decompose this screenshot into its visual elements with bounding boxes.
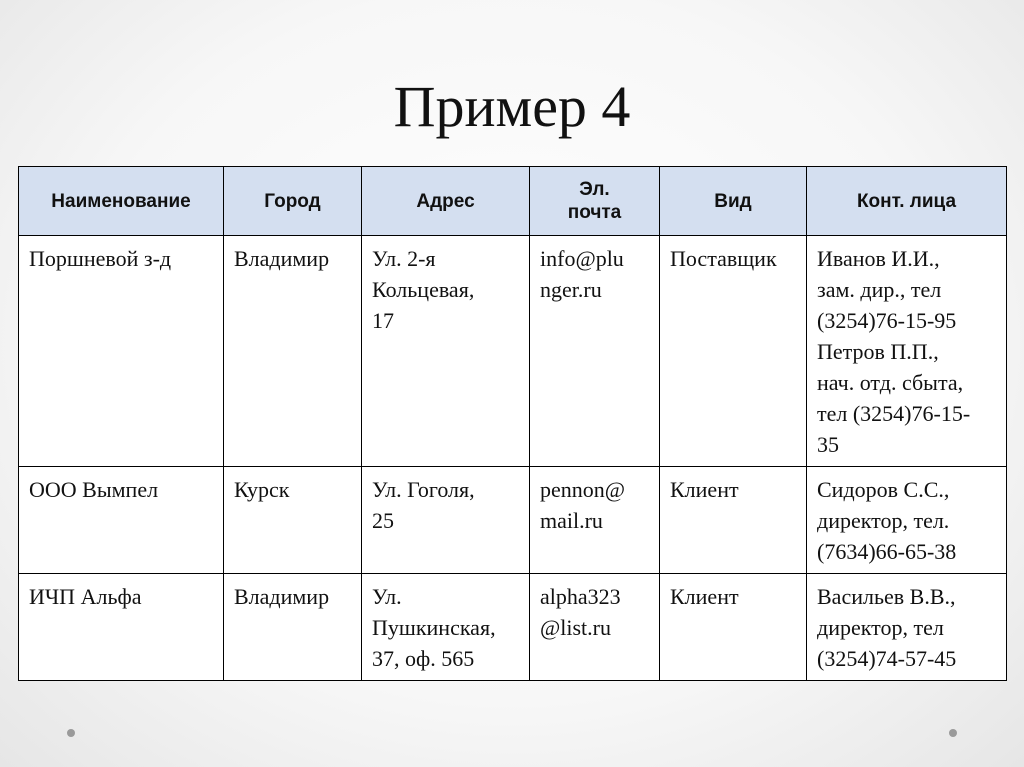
decorative-dot-right	[949, 729, 957, 737]
cell-type: Клиент	[660, 574, 807, 681]
table-row	[19, 236, 1007, 467]
cell-email: pennon@ mail.ru	[530, 467, 660, 574]
cell-type: Поставщик	[660, 236, 807, 467]
header-city: Город	[224, 167, 362, 236]
cell-contacts: Васильев В.В., директор, тел (3254)74-57-45	[807, 574, 1007, 681]
cell-email: info@plu nger.ru	[530, 236, 660, 467]
header-type: Вид	[660, 167, 807, 236]
table-row	[19, 574, 1007, 681]
cell-address: Ул. Гоголя, 25	[362, 467, 530, 574]
cell-city: Владимир	[224, 574, 362, 681]
cell-name: Поршневой з-д	[19, 236, 224, 467]
cell-contacts: Иванов И.И., зам. дир., тел (3254)76-15-95 Петров П.П., нач. отд. сбыта, тел (3254)76-15- 35	[807, 236, 1007, 467]
cell-address: Ул. Пушкинская, 37, оф. 565	[362, 574, 530, 681]
contacts-table	[18, 166, 1007, 681]
table-row	[19, 467, 1007, 574]
cell-city: Курск	[224, 467, 362, 574]
slide-title: Пример 4	[393, 74, 631, 139]
header-email: Эл. почта	[530, 167, 660, 236]
cell-city: Владимир	[224, 236, 362, 467]
cell-address: Ул. 2-я Кольцевая, 17	[362, 236, 530, 467]
header-name: Наименование	[19, 167, 224, 236]
cell-name: ООО Вымпел	[19, 467, 224, 574]
header-contacts: Конт. лица	[807, 167, 1007, 236]
cell-email: alpha323 @list.ru	[530, 574, 660, 681]
cell-name: ИЧП Альфа	[19, 574, 224, 681]
header-address: Адрес	[362, 167, 530, 236]
table-header-row	[19, 167, 1007, 236]
cell-contacts: Сидоров С.С., директор, тел. (7634)66-65-38	[807, 467, 1007, 574]
decorative-dot-left	[67, 729, 75, 737]
cell-type: Клиент	[660, 467, 807, 574]
